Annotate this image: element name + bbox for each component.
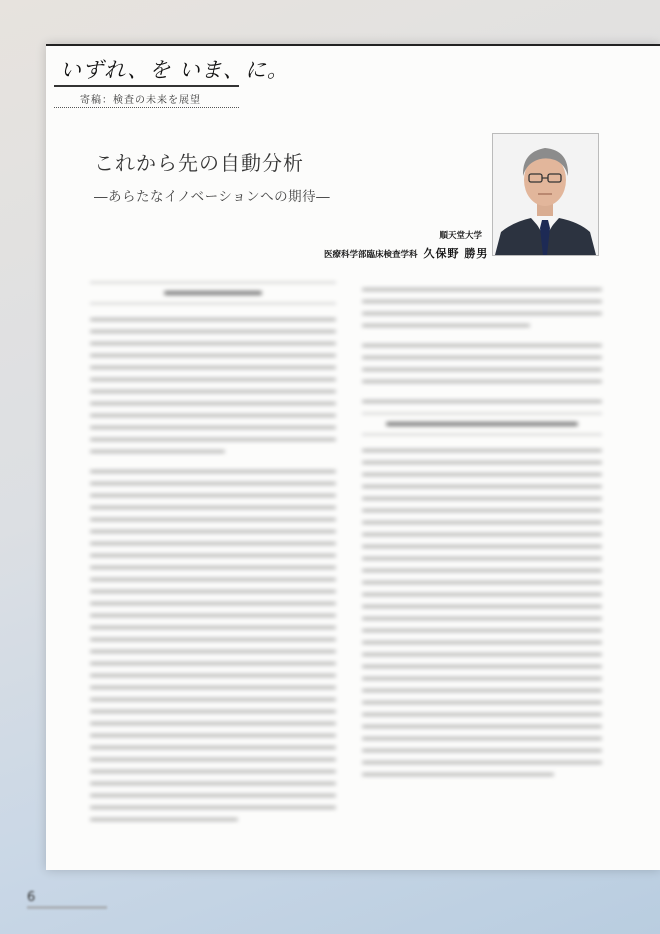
author-name: 久保野 勝男 [423,247,489,260]
article-page [46,44,660,870]
body-column-right [362,272,602,785]
article-body [46,272,660,870]
article-title: これから先の自動分析 [94,151,304,175]
section-label: 寄稿：検査の未来を展望 [80,95,201,106]
top-rule [46,44,660,46]
department-label: 医療科学部臨床検査学科 [324,250,418,260]
body-column-left [90,272,336,830]
author-affiliation-department [324,245,488,261]
dotted-divider [54,107,239,108]
section-heading [362,413,602,435]
page-number: 6 [27,890,36,905]
footer-caption [27,906,107,909]
title-divider [54,85,239,87]
section-heading [90,282,336,304]
author-affiliation-university: 順天堂大学 [439,231,482,241]
series-title: いずれ、を いま、に。 [60,58,289,82]
author-photo [492,133,599,256]
article-subtitle: ―あらたなイノベーションへの期待― [94,189,331,205]
